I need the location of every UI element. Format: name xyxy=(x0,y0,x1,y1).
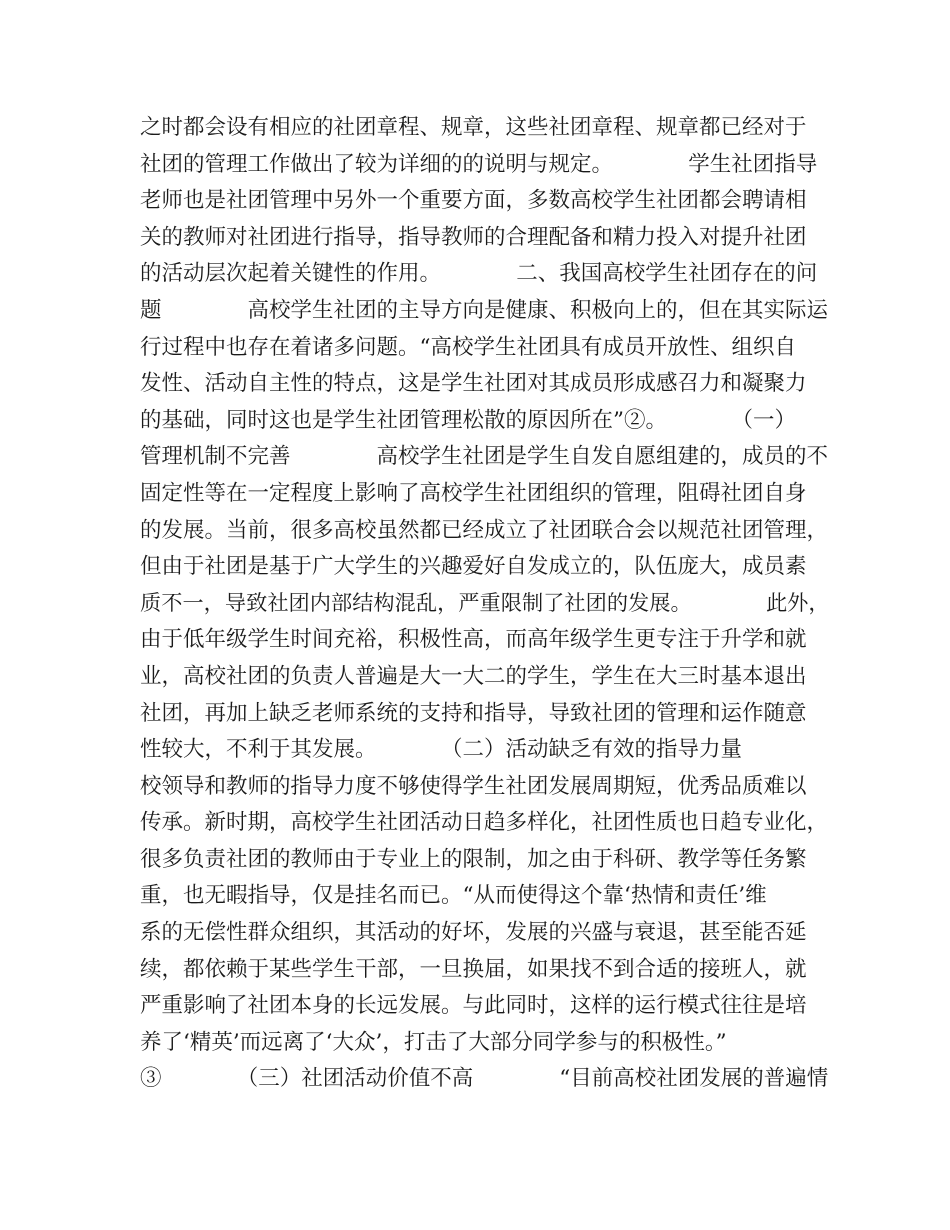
text-line: 管理机制不完善 高校学生社团是学生自发自愿组建的，成员的不 xyxy=(140,444,829,470)
text-line: 系的无偿性群众组织，其活动的好坏，发展的兴盛与衰退，甚至能否延 xyxy=(140,920,807,946)
text-line: 社团的管理工作做出了较为详细的的说明与规定。 学生社团指导 xyxy=(140,151,818,177)
text-line: 行过程中也存在着诸多问题。“高校学生社团具有成员开放性、组织自 xyxy=(140,334,796,360)
body-text xyxy=(140,110,830,1098)
text-line: 社团，再加上缺乏老师系统的支持和指导，导致社团的管理和运作随意 xyxy=(140,700,807,726)
text-line: 之时都会设有相应的社团章程、规章，这些社团章程、规章都已经对于 xyxy=(140,115,807,140)
text-line: 养了‘精英’而远离了‘大众’，打击了大部分同学参与的积极性。” xyxy=(140,1029,727,1055)
text-line: 发性、活动自主性的特点，这是学生社团对其成员形成感召力和凝聚力 xyxy=(140,371,807,397)
text-line: 但由于社团是基于广大学生的兴趣爱好自发成立的，队伍庞大，成员素 xyxy=(140,554,807,580)
text-line: 质不一，导致社团内部结构混乱，严重限制了社团的发展。 此外， xyxy=(140,590,830,616)
text-line: 由于低年级学生时间充裕，积极性高，而高年级学生更专注于升学和就 xyxy=(140,627,807,653)
text-line: 题 高校学生社团的主导方向是健康、积极向上的，但在其实际运 xyxy=(140,297,829,323)
text-line: 固定性等在一定程度上影响了高校学生社团组织的管理，阻碍社团自身 xyxy=(140,480,807,506)
text-line: 性较大，不利于其发展。 （二）活动缺乏有效的指导力量 xyxy=(140,737,743,763)
text-line: 的基础，同时这也是学生社团管理松散的原因所在”②。 （一） xyxy=(140,407,796,433)
text-line: 很多负责社团的教师由于专业上的限制，加之由于科研、教学等任务繁 xyxy=(140,846,807,872)
text-line: 校领导和教师的指导力度不够使得学生社团发展周期短，优秀品质难以 xyxy=(140,773,807,799)
text-line: 老师也是社团管理中另外一个重要方面，多数高校学生社团都会聘请相 xyxy=(140,188,807,214)
text-line: ③ （三）社团活动价值不高 “目前高校社团发展的普遍情 xyxy=(140,1066,829,1092)
text-line: 重，也无暇指导，仅是挂名而已。“从而使得这个靠‘热情和责任’维 xyxy=(140,883,767,909)
text-line: 的活动层次起着关键性的作用。 二、我国高校学生社团存在的问 xyxy=(140,261,818,287)
text-line: 续，都依赖于某些学生干部，一旦换届，如果找不到合适的接班人，就 xyxy=(140,956,807,982)
text-line: 严重影响了社团本身的长远发展。与此同时，这样的运行模式往往是培 xyxy=(140,993,807,1019)
text-line: 的发展。当前，很多高校虽然都已经成立了社团联合会以规范社团管理， xyxy=(140,517,829,543)
text-line: 传承。新时期，高校学生社团活动日趋多样化，社团性质也日趋专业化， xyxy=(140,810,829,836)
text-line: 业，高校社团的负责人普遍是大一大二的学生，学生在大三时基本退出 xyxy=(140,663,807,689)
text-line: 关的教师对社团进行指导，指导教师的合理配备和精力投入对提升社团 xyxy=(140,224,807,250)
